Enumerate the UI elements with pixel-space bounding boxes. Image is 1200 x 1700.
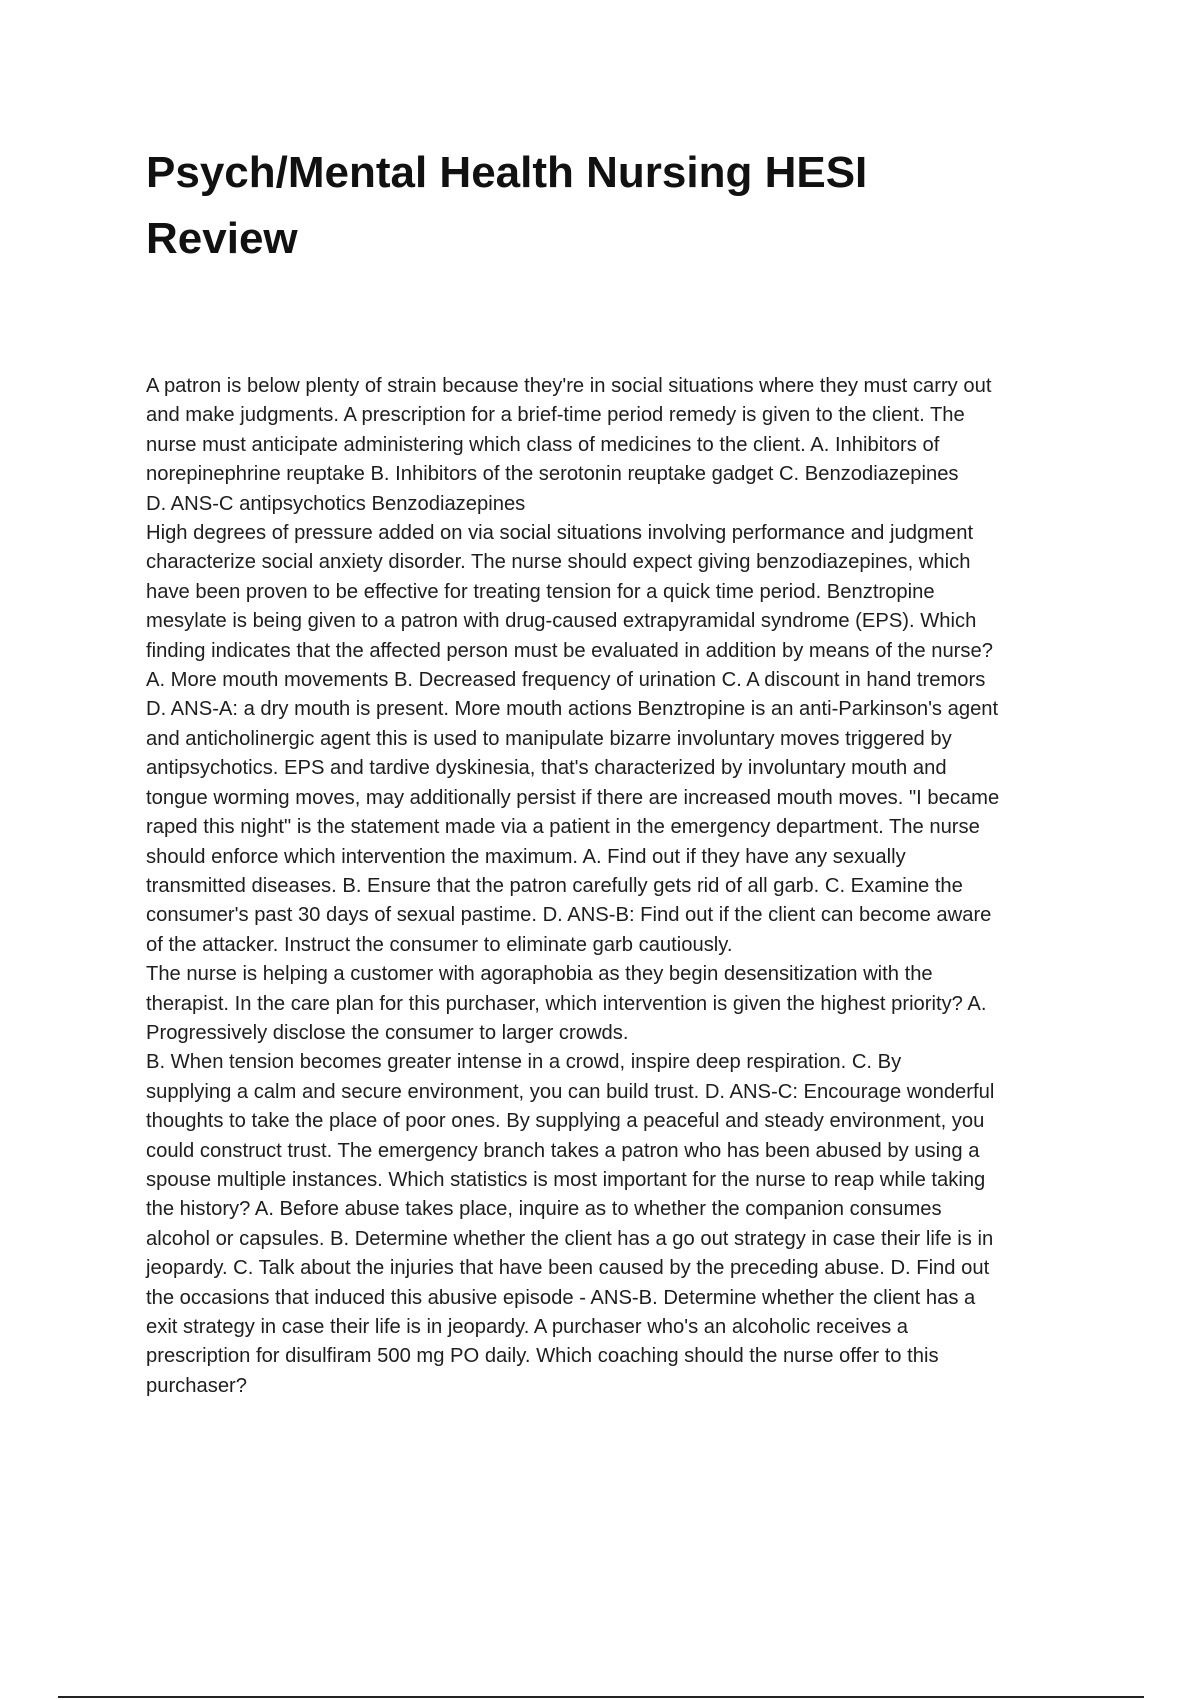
body-line: and make judgments. A prescription for a brief-time period remedy is given to the client. The — [146, 404, 965, 427]
body-line: D. ANS-A: a dry mouth is present. More mouth actions Benztropine is an anti-Parkinson's agent — [146, 698, 999, 721]
body-line: should enforce which intervention the maximum. A. Find out if they have any sexually — [146, 845, 906, 868]
body-line: alcohol or capsules. B. Determine whether the client has a go out strategy in case their life is in — [146, 1227, 994, 1250]
body-line: have been proven to be effective for treating tension for a quick time period. Benztropine — [146, 580, 935, 603]
document-body — [146, 372, 1096, 1401]
body-line: characterize social anxiety disorder. The nurse should expect giving benzodiazepines, which — [146, 551, 971, 574]
body-line: A. More mouth movements B. Decreased frequency of urination C. A discount in hand tremors — [146, 669, 986, 692]
body-line: High degrees of pressure added on via social situations involving performance and judgment — [146, 522, 974, 545]
document-title — [146, 140, 966, 272]
body-line: mesylate is being given to a patron with drug-caused extrapyramidal syndrome (EPS). Which — [146, 610, 977, 633]
body-line: spouse multiple instances. Which statistics is most important for the nurse to reap while taking — [146, 1168, 986, 1191]
body-line: the occasions that induced this abusive episode - ANS-B. Determine whether the client has a — [146, 1286, 976, 1309]
body-line: could construct trust. The emergency branch takes a patron who has been abused by using a — [146, 1139, 980, 1162]
body-line: thoughts to take the place of poor ones. By supplying a peaceful and steady environment, you — [146, 1110, 985, 1133]
body-line: norepinephrine reuptake B. Inhibitors of the serotonin reuptake gadget C. Benzodiazepines — [146, 463, 959, 486]
body-line: supplying a calm and secure environment, you can build trust. D. ANS-C: Encourage wonderful — [146, 1080, 995, 1103]
footer-divider — [58, 1696, 1144, 1698]
body-line: Progressively disclose the consumer to larger crowds. — [146, 1021, 629, 1044]
body-line: transmitted diseases. B. Ensure that the patron carefully gets rid of all garb. C. Examine the — [146, 874, 963, 897]
body-line: antipsychotics. EPS and tardive dyskinesia, that's characterized by involuntary mouth and — [146, 757, 947, 780]
body-line: prescription for disulfiram 500 mg PO daily. Which coaching should the nurse offer to this — [146, 1345, 939, 1368]
body-line: A patron is below plenty of strain because they're in social situations where they must carry out — [146, 375, 992, 397]
body-line: exit strategy in case their life is in jeopardy. A purchaser who's an alcoholic receives a — [146, 1316, 909, 1338]
body-line: raped this night" is the statement made via a patient in the emergency department. The nurse — [146, 816, 980, 839]
body-line: nurse must anticipate administering which class of medicines to the client. A. Inhibitors of — [146, 433, 940, 456]
body-line: consumer's past 30 days of sexual pastime. D. ANS-B: Find out if the client can become aware — [146, 904, 992, 927]
body-line: purchaser? — [146, 1374, 247, 1397]
body-line: jeopardy. C. Talk about the injuries that have been caused by the preceding abuse. D. Find out — [146, 1257, 990, 1280]
body-line: The nurse is helping a customer with agoraphobia as they begin desensitization with the — [146, 963, 933, 986]
title-line: Review — [146, 214, 298, 263]
body-line: B. When tension becomes greater intense in a crowd, inspire deep respiration. C. By — [146, 1051, 902, 1074]
body-line: D. ANS-C antipsychotics Benzodiazepines — [146, 492, 526, 515]
body-line: therapist. In the care plan for this purchaser, which intervention is given the highest priority? A. — [146, 992, 987, 1015]
body-line: and anticholinergic agent this is used to manipulate bizarre involuntary moves triggered by — [146, 727, 952, 750]
body-line: the history? A. Before abuse takes place, inquire as to whether the companion consumes — [146, 1198, 942, 1221]
body-line: of the attacker. Instruct the consumer to eliminate garb cautiously. — [146, 933, 733, 956]
title-line: Psych/Mental Health Nursing HESI — [146, 148, 868, 197]
body-line: tongue worming moves, may additionally persist if there are increased mouth moves. "I became — [146, 786, 1000, 809]
body-line: finding indicates that the affected person must be evaluated in addition by means of the nurse? — [146, 639, 993, 662]
